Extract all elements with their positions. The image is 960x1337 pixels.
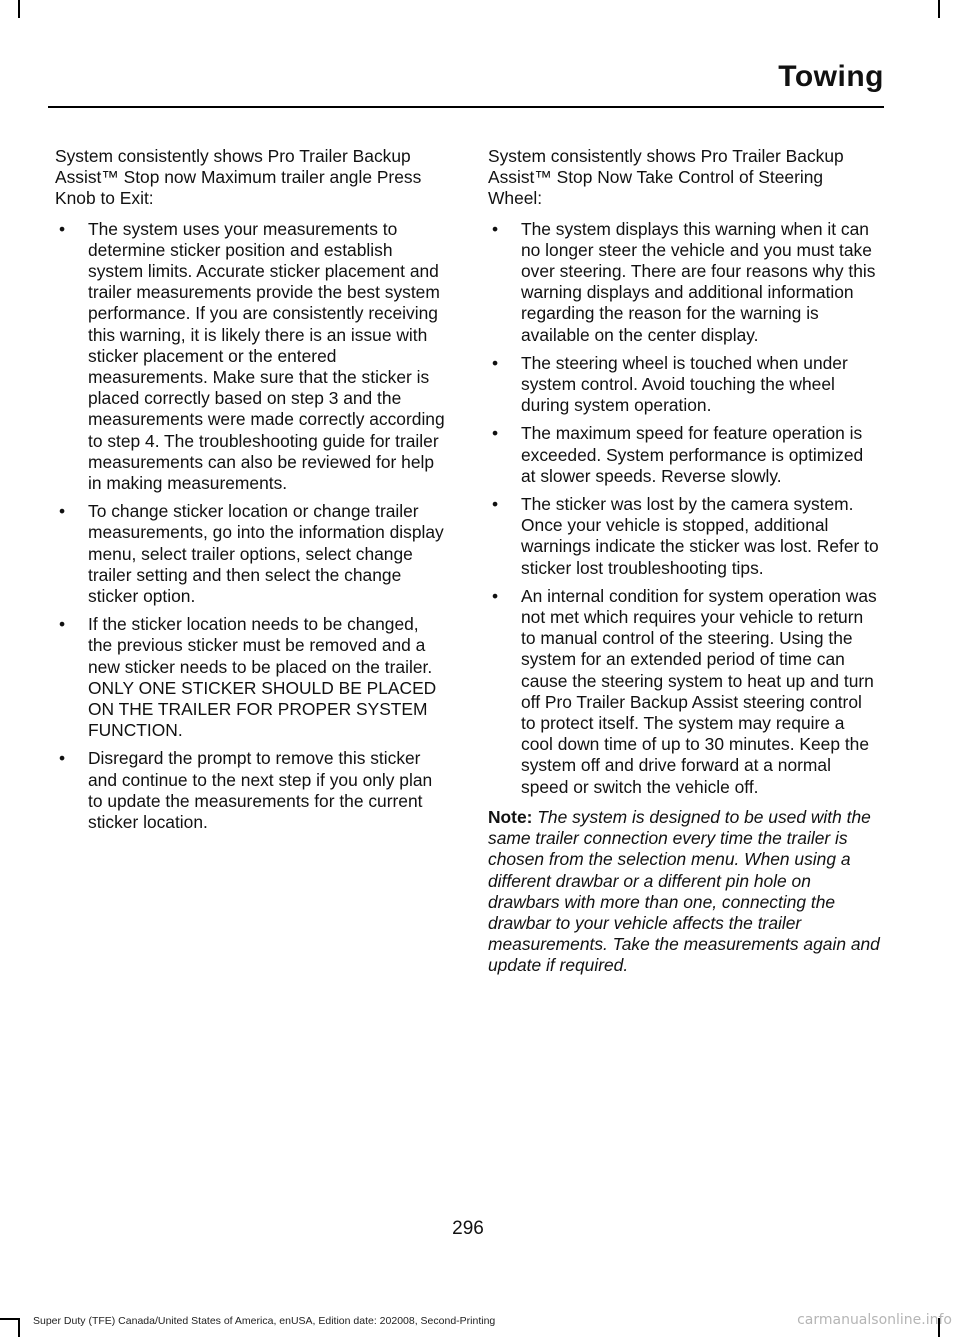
note-paragraph — [488, 807, 880, 977]
list-item — [55, 219, 447, 495]
bullet-glyph: • — [59, 748, 66, 769]
list-item-text: The system displays this warning when it can no longer steer the vehicle and you must take over steering. There are four reasons why this warning displays and additional information regarding the reason for the warning is available on the center display. — [521, 218, 876, 345]
left-bullet-list — [55, 219, 447, 834]
note-text: The system is designed to be used with the same trailer connection every time the trailer is chosen from the selection menu. When using a different drawbar or a different pin hole on drawbars with more than one, connecting the drawbar to your vehicle affects the trailer measurements. Take the measurements again and update if required. — [488, 806, 880, 976]
bullet-glyph: • — [492, 352, 499, 373]
list-item — [55, 614, 447, 741]
right-column — [488, 146, 880, 977]
page-title: Towing — [778, 60, 884, 93]
list-item-text: If the sticker location needs to be changed, the previous sticker must be removed and a new sticker needs to be placed on the trailer. ONLY ONE STICKER SHOULD BE PLACED ON THE TRAILER FOR PROPER SYSTEM FUNCTION. — [88, 614, 437, 741]
header-divider — [48, 106, 884, 108]
list-item — [55, 748, 447, 833]
list-item — [55, 501, 447, 607]
left-column — [55, 146, 447, 840]
list-item-text: To change sticker location or change trailer measurements, go into the information display menu, select trailer options, select change trailer setting and then select the change sticker option. — [88, 501, 444, 607]
bullet-glyph: • — [492, 423, 499, 444]
bullet-glyph: • — [59, 218, 66, 239]
bullet-glyph: • — [492, 494, 499, 515]
right-bullet-list — [488, 219, 880, 798]
bullet-glyph: • — [59, 501, 66, 522]
list-item-text: The steering wheel is touched when under system control. Avoid touching the wheel during system operation. — [521, 352, 848, 416]
bullet-glyph: • — [59, 614, 66, 635]
crop-mark-top-right — [938, 0, 940, 18]
bullet-glyph: • — [492, 218, 499, 239]
list-item — [488, 219, 880, 346]
list-item — [488, 353, 880, 417]
bullet-glyph: • — [492, 585, 499, 606]
list-item — [488, 494, 880, 579]
crop-mark-bottom-left — [18, 1318, 20, 1337]
left-intro: System consistently shows Pro Trailer Backup Assist™ Stop now Maximum trailer angle Press Knob to Exit: — [55, 146, 422, 209]
crop-mark-top-left — [18, 0, 20, 18]
list-item-text: The system uses your measurements to determine sticker position and establish system limits. Accurate sticker placement and trailer measurements provide the best system performance. If you are consistently receiving this warning, it is likely there is an issue with sticker placement or the entered measurements. Make sure that the sticker is placed correctly based on step 3 and the measurements were made correctly according to step 4. The troubleshooting guide for trailer measurements can also be reviewed for help in making measurements. — [88, 218, 445, 494]
list-item-text: The sticker was lost by the camera system. Once your vehicle is stopped, additional warnings indicate the sticker was lost. Refer to sticker lost troubleshooting tips. — [521, 494, 879, 578]
list-item-text: The maximum speed for feature operation is exceeded. System performance is optimized at slower speeds. Reverse slowly. — [521, 423, 864, 486]
page-number: 296 — [452, 1218, 484, 1239]
list-item — [488, 423, 880, 487]
crop-mark-bottom-left-horizontal — [0, 1318, 18, 1320]
footer-edition-info: Super Duty (TFE) Canada/United States of America, enUSA, Edition date: 202008, Second-Printing — [33, 1315, 496, 1327]
right-intro: System consistently shows Pro Trailer Backup Assist™ Stop Now Take Control of Steering Wheel: — [488, 146, 844, 209]
list-item-text: An internal condition for system operation was not met which requires your vehicle to return to manual control of the steering. Using the system for an extended period of time can cause the steering system to heat up and turn off Pro Trailer Backup Assist steering control to protect itself. The system may require a cool down time of up to 30 minutes. Keep the system off and drive forward at a normal speed or switch the vehicle off. — [521, 585, 877, 797]
list-item — [488, 586, 880, 798]
note-label: Note: — [488, 806, 533, 827]
list-item-text: Disregard the prompt to remove this sticker and continue to the next step if you only plan to update the measurements for the current sticker location. — [88, 748, 433, 833]
watermark: carmanualsonline.info — [797, 1312, 952, 1328]
